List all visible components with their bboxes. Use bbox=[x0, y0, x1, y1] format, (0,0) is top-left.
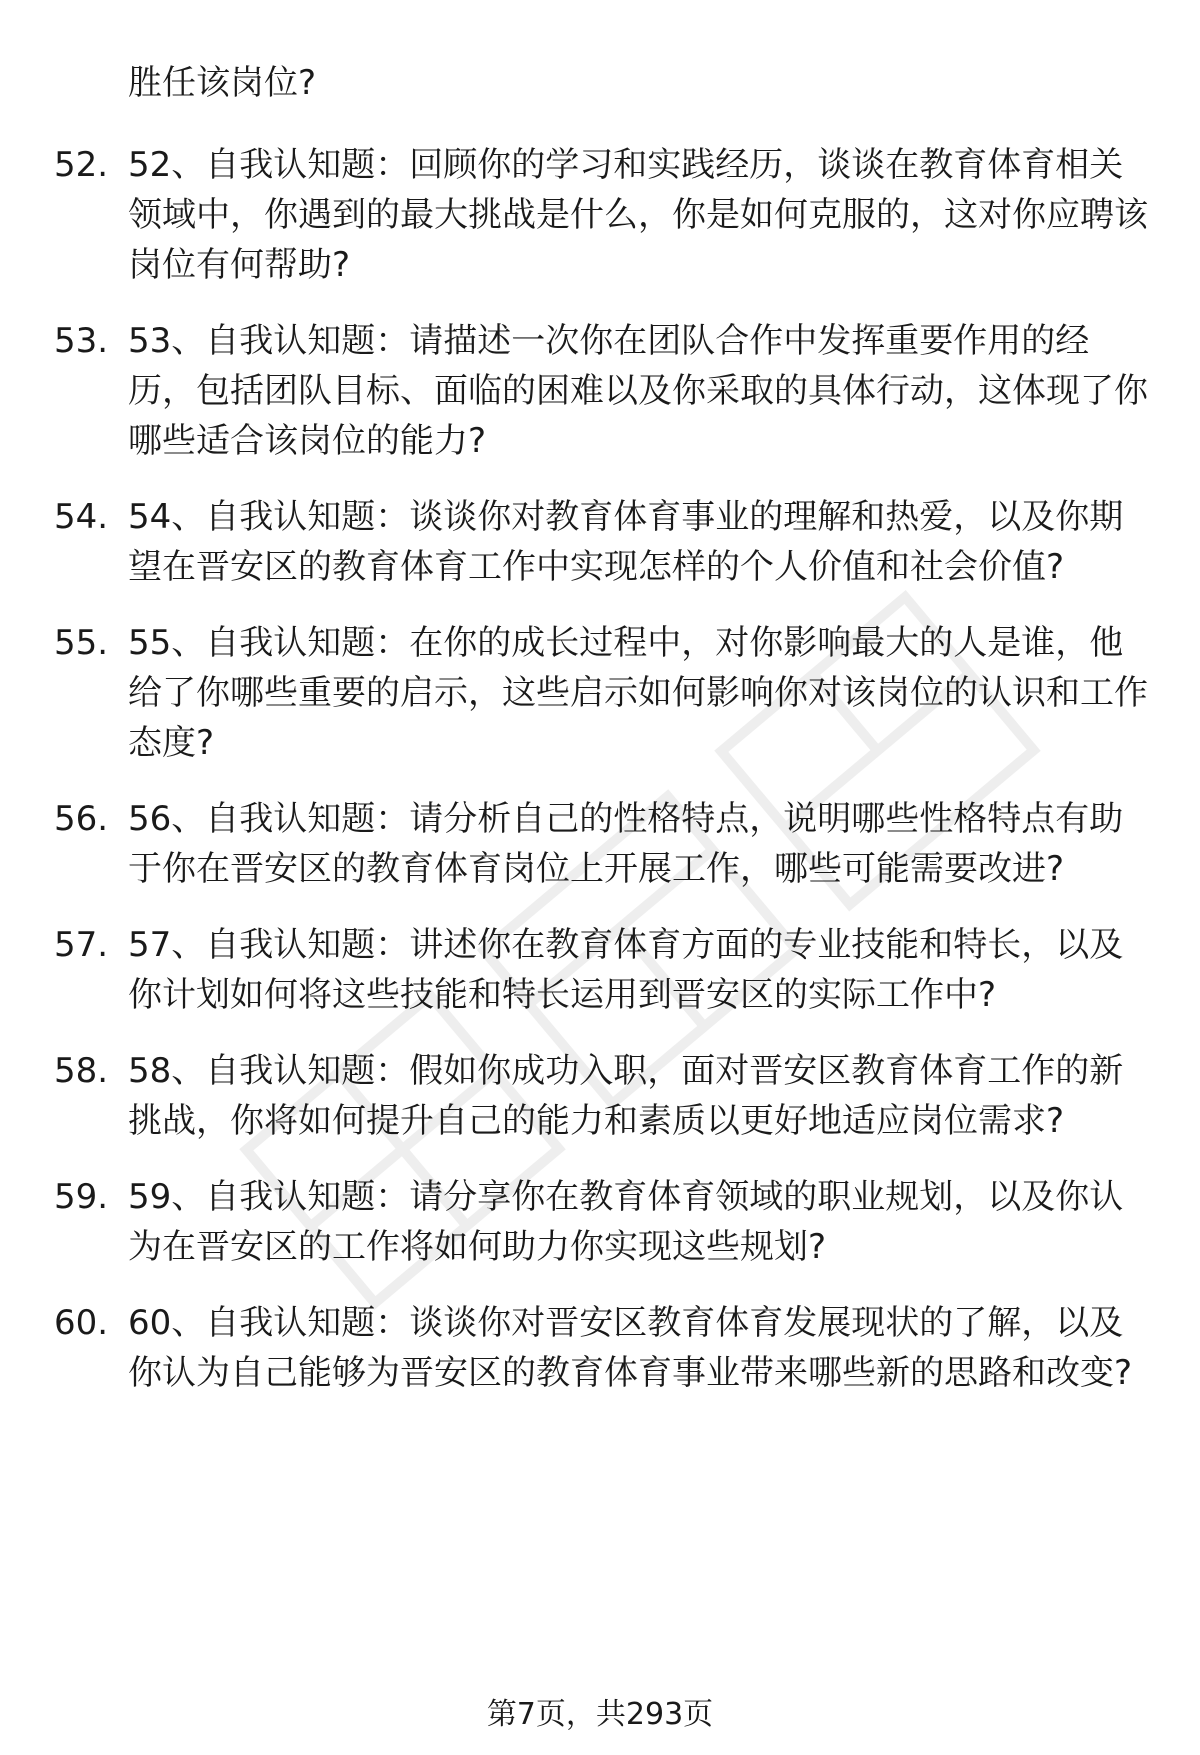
list-item bbox=[0, 1172, 1200, 1272]
question-text: 55、自我认知题：在你的成长过程中，对你影响最大的人是谁，他给了你哪些重要的启示，这些启示如何影响你对该岗位的认识和工作态度? bbox=[128, 623, 1148, 763]
question-text: 53、自我认知题：请描述一次你在团队合作中发挥重要作用的经历，包括团队目标、面临的困难以及你采取的具体行动，这体现了你哪些适合该岗位的能力? bbox=[128, 321, 1148, 461]
question-text: 52、自我认知题：回顾你的学习和实践经历，谈谈在教育体育相关领域中，你遇到的最大挑战是什么，你是如何克服的，这对你应聘该岗位有何帮助? bbox=[128, 145, 1148, 285]
question-number: 52. bbox=[54, 145, 109, 185]
question-number: 57. bbox=[54, 925, 109, 965]
question-text: 54、自我认知题：谈谈你对教育体育事业的理解和热爱，以及你期望在晋安区的教育体育工作中实现怎样的个人价值和社会价值? bbox=[128, 497, 1124, 587]
question-number: 53. bbox=[54, 321, 109, 361]
page-footer: 第7页，共293页 bbox=[486, 1697, 714, 1732]
list-item bbox=[0, 492, 1200, 592]
question-list bbox=[0, 140, 1200, 1424]
list-item bbox=[0, 794, 1200, 894]
question-number: 60. bbox=[54, 1303, 109, 1343]
question-text: 60、自我认知题：谈谈你对晋安区教育体育发展现状的了解，以及你认为自己能够为晋安区的教育体育事业带来哪些新的思路和改变? bbox=[128, 1303, 1133, 1393]
list-item bbox=[0, 1046, 1200, 1146]
list-item bbox=[0, 316, 1200, 466]
question-number: 59. bbox=[54, 1177, 109, 1217]
question-number: 55. bbox=[54, 623, 109, 663]
question-text: 59、自我认知题：请分享你在教育体育领域的职业规划，以及你认为在晋安区的工作将如何助力你实现这些规划? bbox=[128, 1177, 1124, 1267]
list-item bbox=[0, 920, 1200, 1020]
question-text: 58、自我认知题：假如你成功入职，面对晋安区教育体育工作的新挑战，你将如何提升自己的能力和素质以更好地适应岗位需求? bbox=[128, 1051, 1124, 1141]
continued-question-text: 胜任该岗位? bbox=[128, 63, 317, 103]
list-item bbox=[0, 618, 1200, 768]
question-text: 57、自我认知题：讲述你在教育体育方面的专业技能和特长，以及你计划如何将这些技能和特长运用到晋安区的实际工作中? bbox=[128, 925, 1124, 1015]
question-number: 56. bbox=[54, 799, 109, 839]
question-number: 58. bbox=[54, 1051, 109, 1091]
question-text: 56、自我认知题：请分析自己的性格特点，说明哪些性格特点有助于你在晋安区的教育体育岗位上开展工作，哪些可能需要改进? bbox=[128, 799, 1124, 889]
list-item bbox=[0, 1298, 1200, 1398]
question-number: 54. bbox=[54, 497, 109, 537]
list-item bbox=[0, 140, 1200, 290]
